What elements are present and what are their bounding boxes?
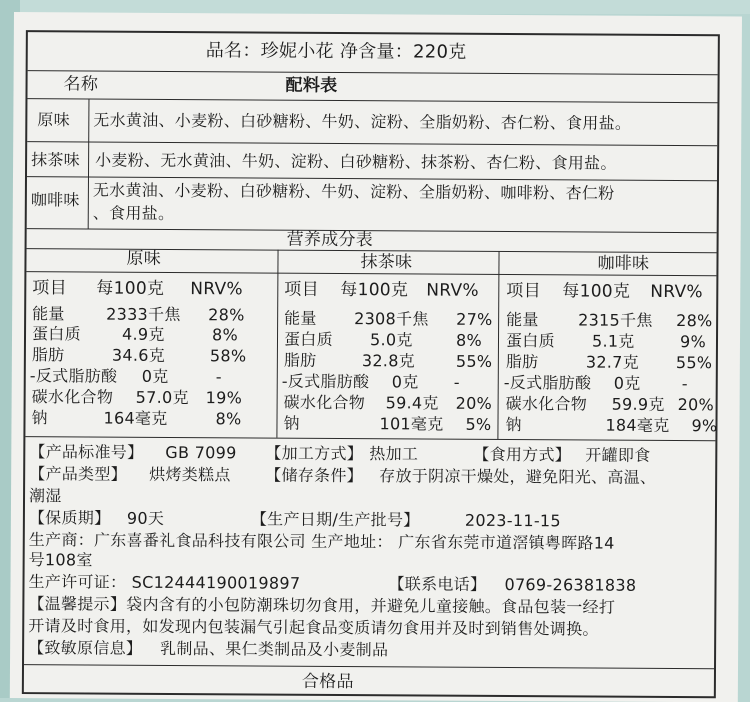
info-manufacturer-cont: 号108室 xyxy=(28,550,93,570)
info-usage-label: 【食用方式】 xyxy=(473,444,572,465)
nutrient-label: -反式脂肪酸 xyxy=(503,372,592,393)
nutrition-header-item: 项目 xyxy=(506,281,541,302)
ingredient-row-text: 无水黄油、小麦粉、白砂糖粉、牛奶、淀粉、全脂奶粉、杏仁粉、食用盐。 xyxy=(93,110,632,133)
ingredients-name-header: 名称 xyxy=(63,74,99,95)
nutrient-label: -反式脂肪酸 xyxy=(29,366,118,386)
ingredient-row-text-cont: 、食用盐。 xyxy=(92,203,175,223)
nutrient-nrv: 27% xyxy=(456,309,493,329)
nutrient-nrv: 20% xyxy=(455,393,493,413)
info-date-value: 2023-11-15 xyxy=(464,510,561,531)
info-phone-label: 【联系电话】 xyxy=(388,574,487,594)
nutrient-value: 59.4克 xyxy=(385,393,439,413)
nutrition-header-nrv: NRV% xyxy=(650,281,703,303)
nutrient-value: 2333千焦 xyxy=(106,304,181,325)
info-storage-label: 【储存条件】 xyxy=(265,465,364,486)
ingredient-row-text: 无水黄油、小麦粉、白砂糖粉、牛奶、淀粉、全脂奶粉、咖啡粉、杏仁粉 xyxy=(92,180,615,203)
nutrition-header-nrv: NRV% xyxy=(190,279,243,300)
ingredient-row-name: 抹茶味 xyxy=(31,150,81,170)
info-standard-label: 【产品标准号】 xyxy=(29,442,144,462)
ingredient-row-name: 咖啡味 xyxy=(30,190,80,210)
info-tip: 【温馨提示】袋内含有的小包防潮珠切勿食用，并避免儿童接触。食品包装一经打 xyxy=(28,594,616,617)
info-standard-value: GB 7099 xyxy=(165,442,237,463)
nutrient-nrv: 9% xyxy=(679,332,707,352)
nutrient-nrv: 28% xyxy=(208,305,245,325)
nutrient-nrv: 55% xyxy=(675,353,713,373)
nutrient-label: 蛋白质 xyxy=(505,331,555,351)
nutrition-header-per: 每100克 xyxy=(340,279,409,301)
nutrition-header-per: 每100克 xyxy=(562,281,631,302)
divider xyxy=(28,70,718,75)
nutrient-value: 0克 xyxy=(391,372,419,392)
nutrient-value: 0克 xyxy=(141,366,169,386)
nutrient-value: 4.9克 xyxy=(121,324,165,344)
flavor-name: 原味 xyxy=(126,248,162,269)
info-shelf-value: 90天 xyxy=(126,508,165,528)
ingredient-row-name: 原味 xyxy=(37,110,71,130)
nutrient-nrv: 28% xyxy=(676,311,713,331)
nutrient-label: 碳水化合物 xyxy=(31,387,114,407)
nutrient-label: 碳水化合物 xyxy=(505,394,588,414)
nutrition-header-nrv: NRV% xyxy=(426,280,479,301)
info-shelf-label: 【保质期】 xyxy=(28,508,111,528)
info-allergen-label: 【致敏原信息】 xyxy=(28,638,143,658)
nutrient-value: 32.8克 xyxy=(361,351,416,371)
ingredient-row-text: 小麦粉、无水黄油、牛奶、淀粉、白砂糖粉、抹茶粉、杏仁粉、食用盐。 xyxy=(95,150,617,173)
info-allergen-value: 乳制品、果仁类制品及小麦制品 xyxy=(160,638,389,660)
qualified-mark: 合格品 xyxy=(301,671,354,693)
nutrient-label: 钠 xyxy=(31,408,48,428)
nutrient-label: 脂肪 xyxy=(505,352,539,372)
info-type-label: 【产品类型】 xyxy=(29,464,128,484)
product-name-line: 品名：珍妮小花 净含量：220克 xyxy=(205,40,467,63)
nutrient-label: 碳水化合物 xyxy=(283,392,366,413)
nutrient-label: 脂肪 xyxy=(283,350,317,370)
info-process-label: 【加工方式】 xyxy=(265,443,364,464)
nutrition-header-per: 每100克 xyxy=(96,278,165,299)
nutrient-value: 57.0克 xyxy=(135,387,189,408)
flavor-name: 咖啡味 xyxy=(597,253,650,274)
nutrient-value: 32.7克 xyxy=(585,352,640,372)
nutrient-label: -反式脂肪酸 xyxy=(281,371,370,392)
nutrition-header-item: 项目 xyxy=(32,278,67,299)
nutrient-label: 蛋白质 xyxy=(283,329,333,349)
nutrient-nrv: - xyxy=(681,374,688,394)
nutrient-nrv: - xyxy=(453,372,460,392)
info-date-label: 【生产日期/生产批号】 xyxy=(250,509,420,530)
info-manufacturer: 生产商：广东喜番礼食品科技有限公司 生产地址： 广东省东莞市道滘镇粤晖路14 xyxy=(28,530,615,553)
nutrient-label: 脂肪 xyxy=(31,345,65,365)
nutrient-value: 184毫克 xyxy=(605,415,670,436)
nutrient-nrv: 9% xyxy=(691,416,718,436)
info-license: 生产许可证： SC12444190019897 xyxy=(28,572,301,593)
nutrient-nrv: 20% xyxy=(677,395,715,415)
info-storage-value: 存放于阴凉干燥处，避免阳光、高温、 xyxy=(379,466,657,487)
nutrient-value: 101毫克 xyxy=(379,414,444,434)
nutrient-nrv: 55% xyxy=(455,351,493,371)
nutrient-nrv: 5% xyxy=(465,414,492,434)
nutrient-value: 164毫克 xyxy=(103,408,168,428)
nutrient-label: 能量 xyxy=(32,304,65,324)
nutrient-nrv: - xyxy=(215,367,222,387)
nutrient-value: 0克 xyxy=(613,373,641,393)
nutrient-nrv: 8% xyxy=(215,409,242,429)
divider xyxy=(27,98,717,103)
divider xyxy=(24,664,714,669)
divider xyxy=(497,251,499,439)
nutrient-value: 2308千焦 xyxy=(354,309,429,329)
info-phone-value: 0769-26381838 xyxy=(504,575,637,595)
divider xyxy=(88,98,90,228)
nutrient-nrv: 19% xyxy=(205,388,243,408)
nutrient-label: 钠 xyxy=(505,415,522,435)
nutrient-label: 能量 xyxy=(506,310,539,330)
nutrient-value: 2315千焦 xyxy=(578,310,653,330)
nutrient-nrv: 8% xyxy=(211,325,239,345)
nutrient-value: 5.0克 xyxy=(369,330,413,350)
flavor-name: 抹茶味 xyxy=(360,252,413,273)
nutrient-label: 能量 xyxy=(284,308,317,328)
divider xyxy=(276,250,278,438)
nutrient-value: 59.9克 xyxy=(611,394,665,414)
info-type-value: 烘烤类糕点 xyxy=(149,464,231,485)
label-frame xyxy=(22,30,720,698)
info-tip-cont: 开请及时食用，如发现内包装漏气引起食品变质请勿食用并及时到销售处调换。 xyxy=(28,616,599,639)
ingredients-title: 配料表 xyxy=(285,75,338,96)
nutrient-value: 5.1克 xyxy=(591,331,635,351)
info-process-value: 热加工 xyxy=(369,444,419,464)
nutrient-nrv: 8% xyxy=(455,330,483,350)
nutrition-title: 营养成分表 xyxy=(286,229,374,251)
info-usage-value: 开罐即食 xyxy=(585,445,651,465)
nutrient-label: 钠 xyxy=(283,413,300,433)
divider xyxy=(25,436,715,441)
nutrient-label: 蛋白质 xyxy=(31,324,81,344)
info-storage-value-cont: 潮湿 xyxy=(28,486,62,506)
nutrition-header-item: 项目 xyxy=(284,279,319,300)
food-label xyxy=(10,12,742,702)
nutrient-nrv: 58% xyxy=(209,346,247,366)
divider xyxy=(27,141,717,146)
nutrient-value: 34.6克 xyxy=(111,345,166,365)
